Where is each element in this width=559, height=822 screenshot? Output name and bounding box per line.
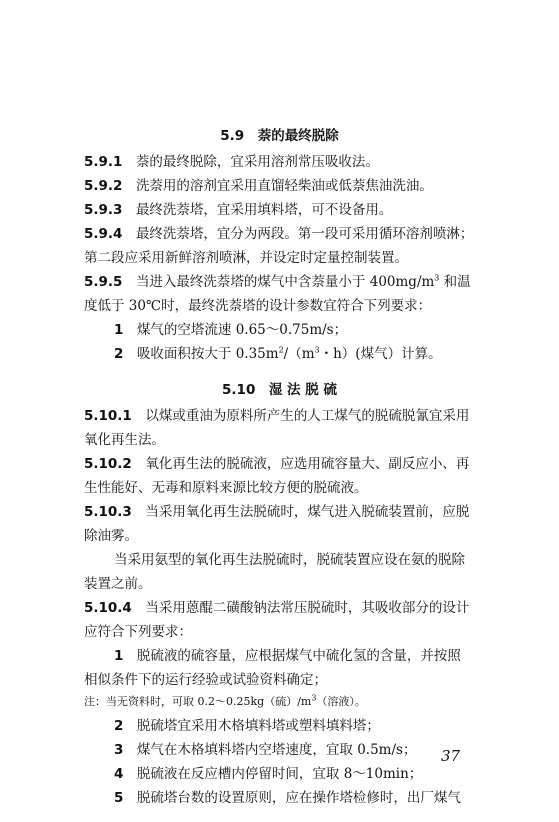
clause-5-10-3-paragraph-continuation: 装置之前。 (84, 576, 152, 592)
item-number: 1 (114, 322, 124, 338)
clause-5-10-2-continuation: 生性能好、无毒和原料来源比较方便的脱硫液。 (84, 480, 368, 496)
clause-5-9-3 (84, 200, 392, 220)
note-text: （溶液）。 (316, 695, 366, 708)
clause-text: 最终洗萘塔，宜分为两段。第一段可采用循环溶剂喷淋； (135, 226, 474, 242)
clause-number: 5.9.4 (84, 226, 123, 242)
item-text: 脱硫塔台数的设置原则，应在操作塔检修时，出厂煤气 (136, 790, 461, 806)
clause-text: 当采用氧化再生法脱硫时，煤气进入脱硫装置前，应脱 (145, 504, 470, 520)
clause-text: 当进入最终洗萘塔的煤气中含萘量小于 400mg/m (135, 274, 435, 290)
list-item-3 (114, 740, 416, 760)
page-number: 37 (441, 747, 461, 765)
list-item-4 (114, 764, 422, 784)
list-item-5 (114, 788, 461, 808)
clause-5-10-1 (84, 406, 469, 426)
item-text: ・h）(煤气）计算。 (319, 346, 442, 362)
clause-text: 氧化再生法的脱硫液，应选用硫容量大、副反应小、再 (145, 456, 470, 472)
section-heading-5-10: 5.10 湿 法 脱 硫 (222, 382, 337, 398)
clause-number: 5.10.4 (84, 600, 132, 616)
clause-5-9-5-continuation: 度低于 30℃时，最终洗萘塔的设计参数宜符合下列要求： (84, 298, 432, 314)
clause-5-9-1 (84, 152, 379, 172)
clause-text: 和温 (439, 274, 471, 290)
list-item-2 (114, 344, 442, 364)
clause-5-10-3-continuation: 除油雾。 (84, 528, 138, 544)
item-number: 5 (114, 790, 124, 806)
clause-5-10-3-paragraph: 当采用氨型的氧化再生法脱硫时，脱硫装置应设在氨的脱除 (114, 552, 465, 568)
clause-number: 5.9.1 (84, 154, 123, 170)
clause-number: 5.10.2 (84, 456, 132, 472)
clause-text: 以煤或重油为原料所产生的人工煤气的脱硫脱氰宜采用 (145, 408, 470, 424)
list-item-1 (114, 646, 461, 666)
superscript: 3 (311, 693, 317, 703)
clause-5-9-5 (84, 272, 471, 292)
superscript: 2 (278, 345, 284, 355)
clause-text: 当采用蒽醌二磺酸钠法常压脱硫时，其吸收部分的设计 (145, 600, 470, 616)
item-number: 2 (114, 346, 124, 362)
list-item-1-continuation: 相似条件下的运行经验或试验资料确定； (84, 672, 327, 688)
clause-5-10-3 (84, 502, 469, 522)
item-text: 脱硫塔宜采用木格填料塔或塑料填料塔； (136, 718, 380, 734)
note (84, 694, 366, 710)
item-text: 煤气的空塔流速 0.65～0.75m/s； (136, 322, 348, 338)
superscript: 3 (314, 345, 320, 355)
item-text: 吸收面积按大于 0.35m (136, 346, 279, 362)
clause-5-9-2 (84, 176, 433, 196)
clause-text: 最终洗萘塔，宜采用填料塔，可不设备用。 (135, 202, 393, 218)
clause-5-10-4 (84, 598, 469, 618)
clause-text: 洗萘用的溶剂宜采用直馏轻柴油或低萘焦油洗油。 (135, 178, 433, 194)
clause-5-10-2 (84, 454, 469, 474)
item-number: 4 (114, 766, 124, 782)
clause-5-9-4 (84, 224, 473, 244)
item-number: 3 (114, 742, 124, 758)
clause-number: 5.9.3 (84, 202, 123, 218)
list-item-2 (114, 716, 380, 736)
clause-number: 5.10.1 (84, 408, 132, 424)
item-number: 2 (114, 718, 124, 734)
item-text: 煤气在木格填料塔内空塔速度，宜取 0.5m/s； (136, 742, 417, 758)
item-text: 脱硫液的硫容量，应根据煤气中硫化氢的含量，并按照 (136, 648, 461, 664)
clause-5-10-4-continuation: 应符合下列要求： (84, 624, 192, 640)
clause-number: 5.9.2 (84, 178, 123, 194)
list-item-1 (114, 320, 347, 340)
note-text: 注：当无资料时，可取 0.2～0.25kg（硫）/m (84, 695, 312, 708)
superscript: 3 (434, 273, 440, 283)
section-heading-5-9: 5.9 萘的最终脱除 (220, 128, 339, 144)
item-text: 脱硫液在反应槽内停留时间，宜取 8～10min； (136, 766, 423, 782)
clause-5-9-4-continuation: 第二段应采用新鲜溶剂喷淋，并设定时定量控制装置。 (84, 250, 408, 266)
item-text: /（m (283, 346, 315, 362)
clause-number: 5.9.5 (84, 274, 123, 290)
clause-text: 萘的最终脱除，宜采用溶剂常压吸收法。 (135, 154, 379, 170)
clause-number: 5.10.3 (84, 504, 132, 520)
clause-5-10-1-continuation: 氧化再生法。 (84, 432, 165, 448)
item-number: 1 (114, 648, 124, 664)
